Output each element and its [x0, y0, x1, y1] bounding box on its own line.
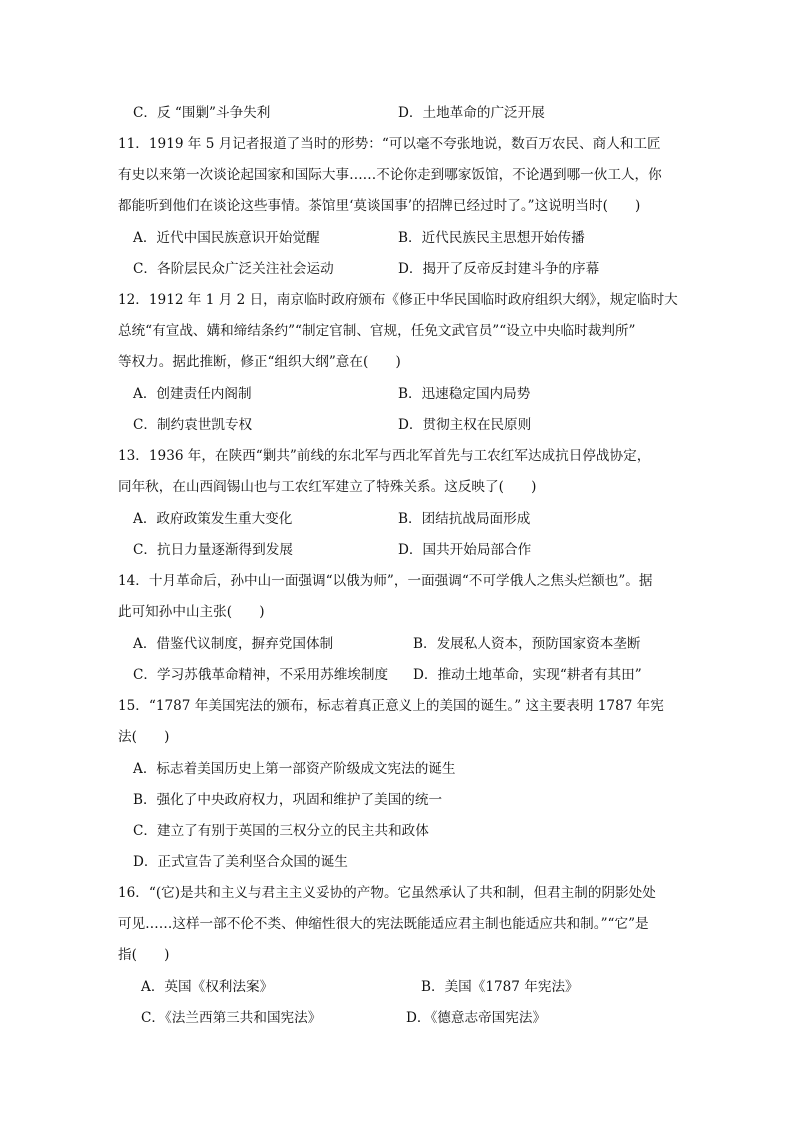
q14-option-b[interactable]: B．发展私人资本，预防国家资本垄断	[413, 636, 641, 652]
q16-option-a[interactable]: A．英国《权利法案》	[141, 979, 274, 995]
q12-option-a[interactable]: A．创建责任内阁制	[133, 386, 252, 402]
q16-option-d[interactable]: D．《德意志帝国宪法》	[406, 1010, 547, 1026]
q13-options-cd	[133, 540, 693, 560]
q11-option-d[interactable]: D．揭开了反帝反封建斗争的序幕	[398, 261, 600, 277]
q13-options-ab	[133, 509, 693, 529]
q14-option-c[interactable]: C．学习苏俄革命精神，不采用苏维埃制度	[133, 667, 389, 683]
q16-option-c[interactable]: C．《法兰西第三共和国宪法》	[141, 1010, 322, 1026]
q12-stem-line-2: 总统“有宣战、媾和缔结条约”“制定官制、官规，任免文武官员”“设立中央临时裁判所”	[118, 323, 636, 339]
q10-option-c[interactable]: C．反 “围剿”斗争失利	[133, 105, 271, 121]
q13-option-c[interactable]: C．抗日力量逐渐得到发展	[133, 542, 293, 558]
q14-options-cd	[133, 665, 693, 685]
q12-options-cd	[133, 415, 693, 435]
q14-option-d[interactable]: D．推动土地革命，实现“耕者有其田”	[413, 667, 642, 683]
q12-stem-line-3: 等权力。据此推断，修正“组织大纲”意在( )	[118, 354, 401, 370]
q11-option-a[interactable]: A．近代中国民族意识开始觉醒	[133, 230, 320, 246]
q12-options-ab	[133, 384, 693, 404]
q16-stem-line-1: 16．“(它)是共和主义与君主主义妥协的产物。它虽然承认了共和制，但君主制的阴影处处	[118, 885, 656, 901]
q11-stem-line-3: 都能听到他们在谈论这些事情。茶馆里‘莫谈国事’的招牌已经过时了。”这说明当时( )	[118, 198, 641, 214]
q13-option-b[interactable]: B．团结抗战局面形成	[398, 511, 531, 527]
q16-stem-line-3: 指( )	[118, 947, 170, 963]
q15-stem-line-2: 法( )	[118, 729, 170, 745]
q15-option-c[interactable]: C．建立了有别于英国的三权分立的民主共和政体	[133, 823, 429, 839]
q16-stem-line-2: 可见……这样一部不伦不类、伸缩性很大的宪法既能适应君主制也能适应共和制。”“它”是	[118, 916, 649, 932]
q14-option-a[interactable]: A．借鉴代议制度，摒弃党国体制	[133, 636, 334, 652]
q14-options-ab	[133, 634, 693, 654]
q12-option-d[interactable]: D．贯彻主权在民原则	[398, 417, 532, 433]
q11-options-cd	[133, 259, 693, 279]
q11-stem-line-1: 11．1919 年 5 月记者报道了当时的形势：“可以毫不夸张地说，数百万农民、商人和工匠	[118, 136, 661, 152]
q11-option-c[interactable]: C．各阶层民众广泛关注社会运动	[133, 261, 334, 277]
q12-option-b[interactable]: B．迅速稳定国内局势	[398, 386, 531, 402]
q14-stem-line-1: 14．十月革命后，孙中山一面强调“以俄为师”，一面强调“不可学俄人之焦头烂额也”。据	[118, 573, 653, 589]
q11-stem-line-2: 有史以来第一次谈论起国家和国际大事……不论你走到哪家饭馆，不论遇到哪一伙工人，你	[118, 167, 662, 183]
q15-option-d[interactable]: D．正式宣告了美利坚合众国的诞生	[133, 854, 348, 870]
q14-stem-line-2: 此可知孙中山主张( )	[118, 604, 265, 620]
q16-options-cd	[141, 1008, 701, 1028]
q15-stem-line-1: 15．“1787 年美国宪法的颁布，标志着真正意义上的美国的诞生。” 这主要表明 1787 年宪	[118, 698, 664, 714]
q12-stem-line-1: 12．1912 年 1 月 2 日，南京临时政府颁布《修正中华民国临时政府组织大纲》，规定临时大	[118, 292, 678, 308]
q13-option-a[interactable]: A．政府政策发生重大变化	[133, 511, 293, 527]
q11-option-b[interactable]: B．近代民族民主思想开始传播	[398, 230, 585, 246]
q16-option-b[interactable]: B．美国《1787 年宪法》	[421, 979, 579, 995]
q13-option-d[interactable]: D．国共开始局部合作	[398, 542, 532, 558]
q15-option-b[interactable]: B．强化了中央政府权力，巩固和维护了美国的统一	[133, 792, 443, 808]
q12-option-c[interactable]: C．制约袁世凯专权	[133, 417, 253, 433]
q10-options-cd	[133, 103, 693, 123]
q16-options-ab	[141, 977, 701, 997]
q11-options-ab	[133, 228, 693, 248]
q10-option-d[interactable]: D．土地革命的广泛开展	[398, 105, 545, 121]
q13-stem-line-1: 13．1936 年，在陕西“剿共”前线的东北军与西北军首先与工农红军达成抗日停战协定，	[118, 448, 651, 464]
q15-option-a[interactable]: A．标志着美国历史上第一部资产阶级成文宪法的诞生	[133, 761, 456, 777]
q13-stem-line-2: 同年秋，在山西阎锡山也与工农红军建立了特殊关系。这反映了( )	[118, 479, 537, 495]
